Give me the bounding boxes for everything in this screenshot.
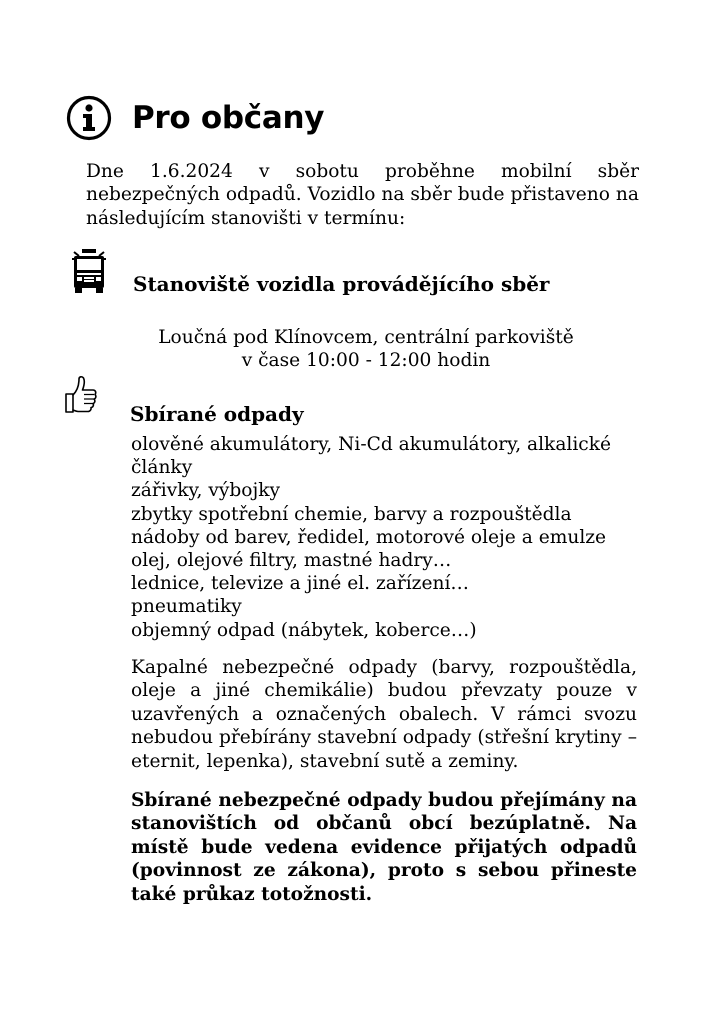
info-circle-icon <box>66 95 112 141</box>
list-item: lednice, televize a jiné el. zařízení… <box>131 573 470 595</box>
list-item: objemný odpad (nábytek, koberce…) <box>131 619 477 641</box>
station-location: Loučná pod Klínovcem, centrální parkoviště <box>158 327 574 348</box>
station-time: v čase 10:00 - 12:00 hodin <box>241 349 491 371</box>
list-item: zářivky, výbojky <box>131 480 280 502</box>
list-item: pneumatiky <box>131 596 242 618</box>
thumbs-up-icon <box>64 375 98 415</box>
collected-heading: Sbírané odpady <box>130 402 304 426</box>
collected-list <box>131 433 651 642</box>
fire-truck-icon <box>70 248 108 294</box>
list-item: olej, olejové filtry, mastné hadry… <box>131 550 452 572</box>
list-item: nádoby od barev, ředidel, motorové oleje a emulze <box>131 526 607 548</box>
intro-text: Dne 1.6.2024 v sobotu proběhne mobilní sběr nebezpečných odpadů. Vozidlo na sběr bude přistaveno na následujícím stanovišti v termínu: <box>86 161 639 229</box>
free-collection-note: Sbírané nebezpečné odpady budou přejímány na stanovištích od občanů obcí bezúplatně. Na místě bude vedena evidence přijatých odpadů (povinnost ze zákona), proto s sebou přineste také průkaz totožnosti. <box>131 790 637 905</box>
station-heading: Stanoviště vozidla provádějícího sběr <box>133 272 550 296</box>
list-item: olověné akumulátory, Ni-Cd akumulátory, alkalické články <box>131 434 611 479</box>
station-location-block <box>86 327 646 372</box>
page-title: Pro občany <box>132 100 325 136</box>
list-item: zbytky spotřební chemie, barvy a rozpouštědla <box>131 503 572 525</box>
liquid-waste-note: Kapalné nebezpečné odpady (barvy, rozpouštědla, oleje a jiné chemikálie) budou převzaty pouze v uzavřených a označených obalech. V rámci svozu nebudou přebírány stavební odpady (střešní krytiny – eternit, lepenka), stavební sutě a zeminy. <box>131 657 637 772</box>
